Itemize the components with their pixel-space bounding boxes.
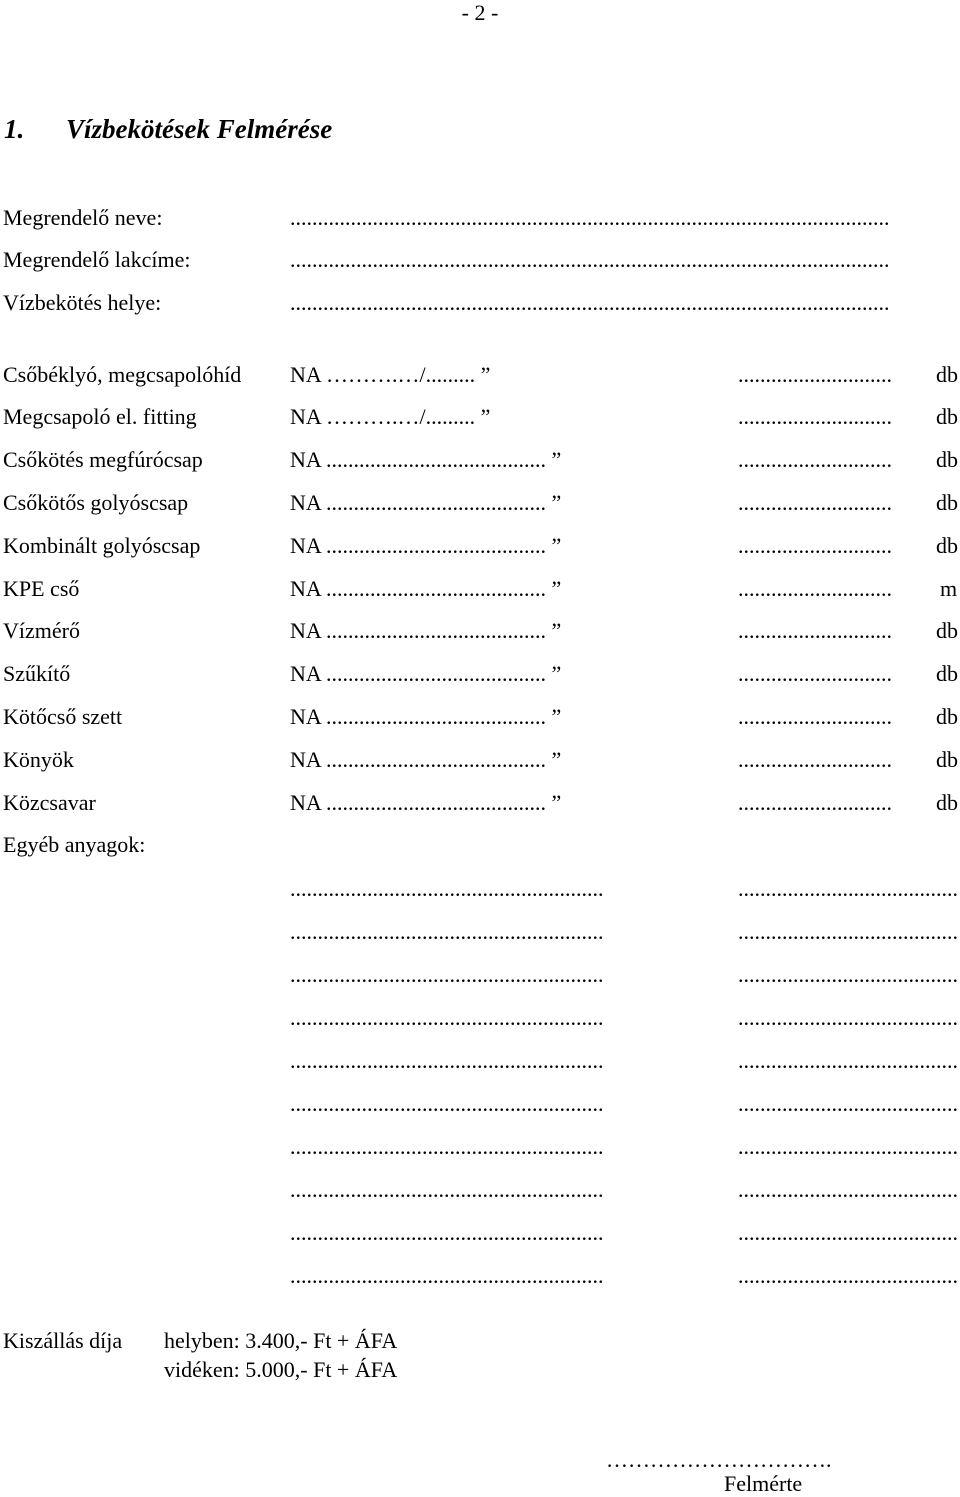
travel-fee-rural: vidéken: 5.000,- Ft + ÁFA (164, 1357, 398, 1382)
other-material-amount-field[interactable]: ........................................ (738, 1091, 958, 1116)
customer-name-label: Megrendelő neve: (3, 205, 163, 230)
material-amount-field[interactable]: ............................ (738, 362, 892, 387)
customer-address-label: Megrendelő lakcíme: (3, 247, 191, 272)
other-material-amount-field[interactable]: ........................................ (738, 962, 958, 987)
material-size-field[interactable]: NA ........................................ ” (290, 661, 562, 686)
material-size-field[interactable]: NA ........................................ ” (290, 747, 562, 772)
other-material-item-field[interactable]: ......................................................... (290, 919, 604, 944)
material-size-field[interactable]: NA ……….…/......... ” (290, 404, 491, 429)
travel-fee-local: helyben: 3.400,- Ft + ÁFA (164, 1328, 398, 1353)
material-unit: db (936, 447, 958, 472)
material-label: Közcsavar (3, 790, 96, 815)
other-material-item-field[interactable]: ......................................................... (290, 1134, 604, 1159)
connection-location-field[interactable]: ............................................................................................................. (290, 290, 890, 315)
material-size-field[interactable]: NA ........................................ ” (290, 490, 562, 515)
section-number: 1. (4, 114, 25, 144)
customer-name-field[interactable]: ............................................................................................................. (290, 205, 890, 230)
material-label: Megcsapoló el. fitting (3, 404, 197, 429)
material-unit: db (936, 404, 958, 429)
material-amount-field[interactable]: ............................ (738, 618, 892, 643)
other-material-item-field[interactable]: ......................................................... (290, 876, 604, 901)
material-label: KPE cső (3, 576, 80, 601)
other-material-amount-field[interactable]: ........................................ (738, 1134, 958, 1159)
connection-location-label: Vízbekötés helye: (3, 290, 162, 315)
material-label: Könyök (3, 747, 74, 772)
material-unit: db (936, 790, 958, 815)
material-unit: db (936, 533, 958, 558)
other-material-item-field[interactable]: ......................................................... (290, 1220, 604, 1245)
material-amount-field[interactable]: ............................ (738, 576, 892, 601)
other-material-amount-field[interactable]: ........................................ (738, 1220, 958, 1245)
section-title: Vízbekötések Felmérése (66, 114, 333, 144)
material-label: Csőkötés megfúrócsap (3, 447, 203, 472)
material-amount-field[interactable]: ............................ (738, 747, 892, 772)
material-label: Kötőcső szett (3, 704, 123, 729)
other-material-amount-field[interactable]: ........................................ (738, 1048, 958, 1073)
material-label: Csőbéklyó, megcsapolóhíd (3, 362, 242, 387)
other-material-amount-field[interactable]: ........................................ (738, 1177, 958, 1202)
page-number: - 2 - (461, 0, 499, 25)
material-label: Vízmérő (3, 618, 80, 643)
material-label: Csőkötős golyóscsap (3, 490, 189, 515)
other-material-item-field[interactable]: ......................................................... (290, 962, 604, 987)
travel-fee-label: Kiszállás díja (3, 1328, 123, 1353)
other-material-item-field[interactable]: ......................................................... (290, 1091, 604, 1116)
material-unit: db (936, 490, 958, 515)
material-amount-field[interactable]: ............................ (738, 490, 892, 515)
material-size-field[interactable]: NA ........................................ ” (290, 704, 562, 729)
material-size-field[interactable]: NA ........................................ ” (290, 618, 562, 643)
other-materials-label: Egyéb anyagok: (3, 832, 146, 857)
material-amount-field[interactable]: ............................ (738, 404, 892, 429)
material-unit: db (936, 618, 958, 643)
material-amount-field[interactable]: ............................ (738, 790, 892, 815)
signature-line[interactable]: …………………………. (606, 1447, 832, 1472)
other-material-amount-field[interactable]: ........................................ (738, 876, 958, 901)
signature-label: Felmérte (724, 1471, 803, 1496)
material-size-field[interactable]: NA ……….…/......... ” (290, 362, 491, 387)
material-label: Szűkítő (3, 661, 71, 686)
customer-address-field[interactable]: ............................................................................................................. (290, 247, 890, 272)
material-unit: db (936, 747, 958, 772)
other-material-item-field[interactable]: ......................................................... (290, 1005, 604, 1030)
other-material-item-field[interactable]: ......................................................... (290, 1263, 604, 1288)
other-material-item-field[interactable]: ......................................................... (290, 1177, 604, 1202)
section-heading (4, 112, 332, 146)
material-size-field[interactable]: NA ........................................ ” (290, 533, 562, 558)
material-size-field[interactable]: NA ........................................ ” (290, 447, 562, 472)
material-amount-field[interactable]: ............................ (738, 661, 892, 686)
material-size-field[interactable]: NA ........................................ ” (290, 576, 562, 601)
other-material-amount-field[interactable]: ........................................ (738, 919, 958, 944)
material-unit: db (936, 704, 958, 729)
material-unit: db (936, 661, 958, 686)
material-amount-field[interactable]: ............................ (738, 704, 892, 729)
material-amount-field[interactable]: ............................ (738, 533, 892, 558)
other-material-amount-field[interactable]: ........................................ (738, 1005, 958, 1030)
material-size-field[interactable]: NA ........................................ ” (290, 790, 562, 815)
other-material-item-field[interactable]: ......................................................... (290, 1048, 604, 1073)
material-amount-field[interactable]: ............................ (738, 447, 892, 472)
material-unit: db (936, 362, 958, 387)
other-material-amount-field[interactable]: ........................................ (738, 1263, 958, 1288)
material-unit: m (940, 576, 958, 601)
material-label: Kombinált golyóscsap (3, 533, 201, 558)
